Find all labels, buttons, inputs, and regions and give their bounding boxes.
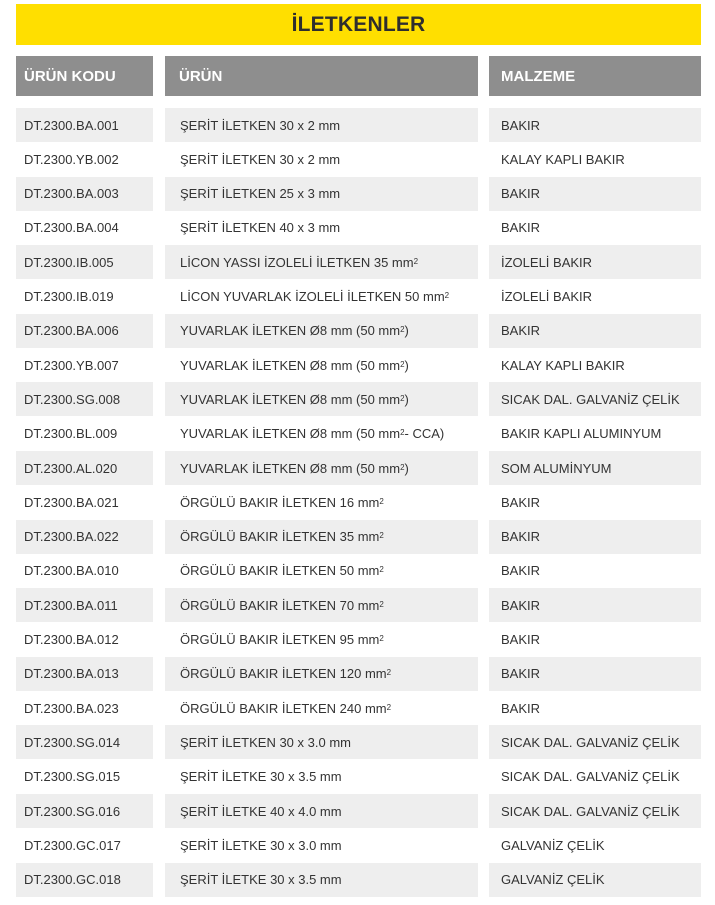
product-material: BAKIR [501, 563, 541, 579]
product-name: LİCON YUVARLAK İZOLELİ İLETKEN 50 mm $^2$ [180, 289, 450, 304]
product-code: DT.2300.SG.014 [16, 725, 153, 759]
product-code: DT.2300.BA.006 [16, 314, 153, 348]
product-name: ÖRGÜLÜ BAKIR İLETKEN 16 mm $^2$ [180, 494, 384, 510]
product-code: DT.2300.BL.009 [24, 426, 118, 442]
product-material: KALAY KAPLI BAKIR [501, 357, 625, 373]
table-row [0, 314, 715, 348]
table-row [0, 245, 715, 279]
product-name: ŞERİT İLETKEN 30 x 2 mm [165, 108, 478, 142]
product-material: GALVANİZ ÇELİK [489, 863, 701, 897]
product-name: LİCON YASSI İZOLELİ İLETKEN 35 mm $^2$ [165, 245, 478, 279]
product-code: DT.2300.BA.004 [24, 220, 119, 236]
product-code: DT.2300.BA.012 [24, 632, 119, 647]
title-banner [16, 4, 701, 45]
product-name: ÖRGÜLÜ BAKIR İLETKEN 50 mm $^2$ [180, 563, 384, 579]
product-code: DT.2300.BA.003 [16, 177, 153, 211]
product-material: BAKIR [489, 657, 701, 691]
product-code: DT.2300.GC.018 [16, 863, 153, 897]
product-code: DT.2300.SG.008 [16, 382, 153, 416]
table-row [0, 623, 715, 657]
product-material: BAKIR [489, 314, 701, 348]
page-title: İLETKENLER [291, 12, 426, 36]
table-row [0, 863, 715, 897]
product-name: ŞERİT İLETKEN 30 x 2 mm [180, 151, 341, 167]
table-row [0, 211, 715, 245]
product-material: SICAK DAL. GALVANİZ ÇELİK [489, 794, 701, 828]
product-name: YUVARLAK İLETKEN Ø8 mm (50 mm $^2$ - CCA) [180, 426, 445, 442]
product-code: DT.2300.SG.016 [16, 794, 153, 828]
product-material: BAKIR [489, 108, 701, 142]
product-name: ÖRGÜLÜ BAKIR İLETKEN 95 mm $^2$ [180, 632, 384, 647]
product-code: DT.2300.AL.020 [16, 451, 153, 485]
table-row [0, 520, 715, 554]
product-material: BAKIR [501, 220, 541, 236]
table-row [0, 142, 715, 176]
table-row [0, 794, 715, 828]
table-row [0, 554, 715, 588]
product-code: DT.2300.BA.022 [16, 520, 153, 554]
product-material: İZOLELİ BAKIR [489, 245, 701, 279]
table-row [0, 485, 715, 519]
product-name: YUVARLAK İLETKEN Ø8 mm (50 mm $^2$ ) [165, 382, 478, 416]
table-row [0, 451, 715, 485]
product-code: DT.2300.BA.021 [24, 494, 119, 510]
product-code: DT.2300.BA.001 [16, 108, 153, 142]
product-material: BAKIR [489, 588, 701, 622]
table-row [0, 657, 715, 691]
product-name: YUVARLAK İLETKEN Ø8 mm (50 mm $^2$ ) [180, 357, 409, 373]
table-row [0, 382, 715, 416]
product-code: DT.2300.BA.010 [24, 563, 119, 579]
product-name: ŞERİT İLETKEN 25 x 3 mm [165, 177, 478, 211]
product-code: DT.2300.YB.002 [24, 151, 119, 167]
product-material: BAKIR [489, 520, 701, 554]
product-code: DT.2300.BA.023 [24, 700, 119, 716]
table-row [0, 177, 715, 211]
product-code: DT.2300.YB.007 [24, 357, 119, 373]
product-code: DT.2300.BA.013 [16, 657, 153, 691]
product-name: ÖRGÜLÜ BAKIR İLETKEN 120 mm $^2$ [165, 657, 478, 691]
table-row [0, 588, 715, 622]
product-name: YUVARLAK İLETKEN Ø8 mm (50 mm $^2$ ) [165, 314, 478, 348]
product-material: BAKIR [501, 632, 541, 647]
product-material: İZOLELİ BAKIR [501, 289, 593, 304]
product-material: GALVANİZ ÇELİK [501, 837, 605, 853]
table-row [0, 828, 715, 862]
column-header-material: MALZEME [489, 56, 701, 96]
table-row [0, 108, 715, 142]
product-name: ŞERİT İLETKEN 40 x 3 mm [180, 220, 341, 236]
table-row [0, 417, 715, 451]
product-name: ÖRGÜLÜ BAKIR İLETKEN 70 mm $^2$ [165, 588, 478, 622]
table-row [0, 760, 715, 794]
product-code: DT.2300.GC.017 [24, 837, 121, 853]
product-code: DT.2300.SG.015 [24, 769, 121, 785]
product-material: SOM ALUMİNYUM [489, 451, 701, 485]
table-row [0, 691, 715, 725]
product-name: ŞERİT İLETKE 40 x 4.0 mm [165, 794, 478, 828]
product-material: SICAK DAL. GALVANİZ ÇELİK [489, 382, 701, 416]
product-code: DT.2300.IB.019 [24, 289, 114, 304]
product-name: ŞERİT İLETKEN 30 x 3.0 mm [165, 725, 478, 759]
product-material: BAKIR [501, 494, 541, 510]
product-material: SICAK DAL. GALVANİZ ÇELİK [489, 725, 701, 759]
product-material: BAKIR [489, 177, 701, 211]
product-material: KALAY KAPLI BAKIR [501, 151, 625, 167]
product-name: ÖRGÜLÜ BAKIR İLETKEN 240 mm $^2$ [180, 700, 392, 716]
product-material: SICAK DAL. GALVANİZ ÇELİK [501, 769, 680, 785]
product-name: ŞERİT İLETKE 30 x 3.5 mm [165, 863, 478, 897]
product-material: BAKIR [501, 700, 541, 716]
table-row [0, 725, 715, 759]
table-row [0, 280, 715, 314]
product-name: ŞERİT İLETKE 30 x 3.0 mm [180, 837, 342, 853]
product-name: ÖRGÜLÜ BAKIR İLETKEN 35 mm $^2$ [165, 520, 478, 554]
product-name: YUVARLAK İLETKEN Ø8 mm (50 mm $^2$ ) [165, 451, 478, 485]
table-row [0, 348, 715, 382]
product-name: ŞERİT İLETKE 30 x 3.5 mm [180, 769, 342, 785]
product-code: DT.2300.IB.005 [16, 245, 153, 279]
column-header-product: ÜRÜN [165, 56, 478, 96]
product-material: BAKIR KAPLI ALUMINYUM [501, 426, 662, 442]
column-header-code: ÜRÜN KODU [16, 56, 153, 96]
product-code: DT.2300.BA.011 [16, 588, 153, 622]
